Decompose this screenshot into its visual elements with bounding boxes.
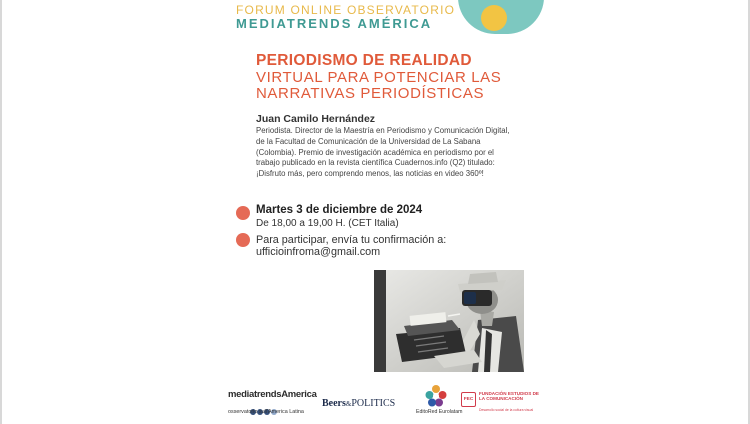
editored-emblem-icon xyxy=(424,384,448,408)
left-border xyxy=(0,0,2,424)
beers-amp: & xyxy=(345,400,352,408)
politics-word: POLITICS xyxy=(351,398,396,409)
talk-title-line-1: PERIODISMO DE REALIDAD xyxy=(256,52,472,69)
mediatrends-wordmark: mediatrendsAmerica xyxy=(228,389,317,400)
speaker-bio: Periodista. Director de la Maestría en Periodismo y Comunicación Digital, de la Facultad de Comunicación de la Universidad de La Sabana (Colombia). Premio de investigación académica en periodismo por el trabajo publicado en la revista científica Cuadernos.info (Q2) titulado: ¡Disfruto más, pero comprendo menos, las noticias en video 360º! xyxy=(256,126,510,179)
talk-title xyxy=(256,52,556,102)
editored-name: EditoRed Eurolatam xyxy=(416,409,463,415)
forum-name: MEDIATRENDS AMÉRICA xyxy=(236,16,433,31)
editored-eurolatam-logo xyxy=(416,384,463,415)
fec-badge-icon: FEC xyxy=(461,392,476,407)
date-bullet-icon xyxy=(236,206,250,220)
participate-text: Para participar, envía tu confirmación a: xyxy=(256,234,447,246)
speaker-vr-photo xyxy=(374,270,524,372)
forum-label: FORUM ONLINE OBSERVATORIO xyxy=(236,3,456,17)
talk-title-line-2: VIRTUAL PARA POTENCIAR LAS xyxy=(256,69,502,86)
header xyxy=(0,0,750,36)
event-time: De 18,00 a 19,00 H. (CET Italia) xyxy=(256,218,399,229)
fec-foundation-logo xyxy=(461,391,547,411)
mediatrends-dots-icon xyxy=(250,402,320,408)
mediatrends-america-logo xyxy=(228,389,320,415)
contact-email[interactable]: ufficioinfroma@gmail.com xyxy=(256,246,381,258)
fec-tagline: Desarrollo social de la cultura visual xyxy=(479,408,534,412)
beers-word: Beers xyxy=(322,398,346,409)
fec-name: FUNDACIÓN ESTUDIOS DE LA COMUNICACIÓN xyxy=(479,391,539,402)
talk-title-line-3: NARRATIVAS PERIODÍSTICAS xyxy=(256,85,485,102)
mediatrends-tagline: osservatorio sull'America Latina xyxy=(228,409,304,415)
contact-bullet-icon xyxy=(236,233,250,247)
yellow-circle-decoration xyxy=(481,5,507,31)
beers-politics-logo xyxy=(322,398,395,409)
event-date: Martes 3 de diciembre de 2024 xyxy=(256,204,423,216)
speaker-name: Juan Camilo Hernández xyxy=(256,113,376,125)
